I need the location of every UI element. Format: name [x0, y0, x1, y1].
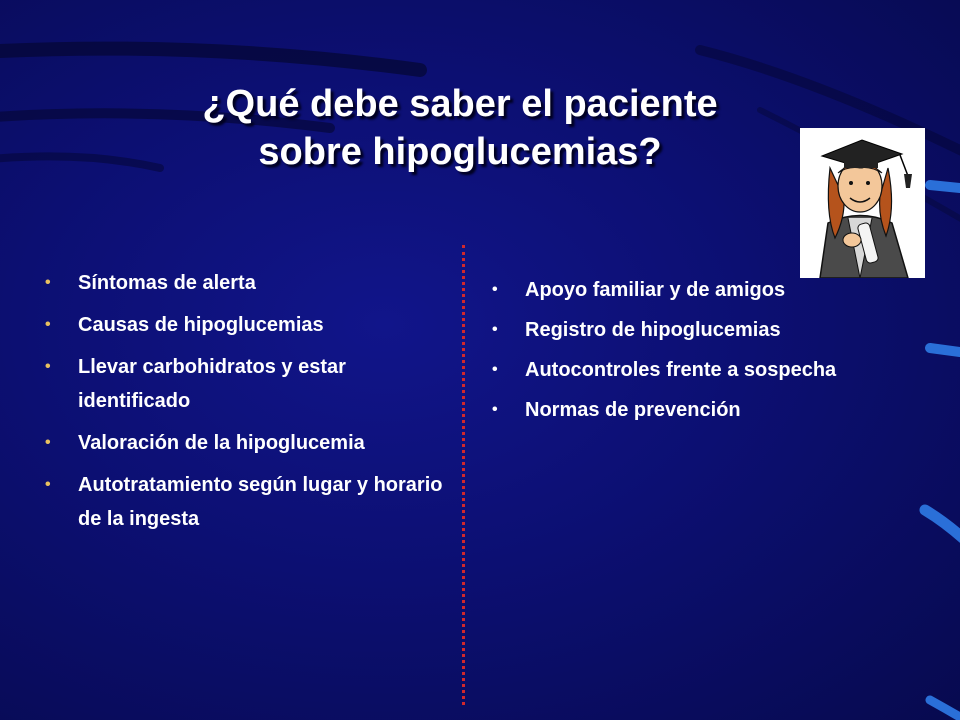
- bullet-icon: •: [492, 281, 498, 298]
- list-item-text: Causas de hipoglucemias: [78, 314, 324, 336]
- bullet-icon: •: [492, 401, 498, 418]
- list-item: [45, 350, 455, 418]
- bullet-icon: •: [45, 274, 51, 291]
- graduate-student-icon: [800, 128, 925, 278]
- list-item: [492, 313, 892, 347]
- list-item-text: Autocontroles frente a sospecha: [525, 359, 837, 381]
- list-item: [492, 273, 892, 307]
- right-bullet-list: [492, 273, 892, 433]
- title-line-1: ¿Qué debe saber el paciente: [202, 83, 718, 125]
- list-item: [45, 308, 455, 342]
- list-item: [492, 393, 892, 427]
- list-item-text: Normas de prevención: [525, 399, 741, 421]
- left-bullet-list: [45, 266, 455, 544]
- title-line-2: sobre hipoglucemias?: [258, 131, 662, 173]
- bullet-icon: •: [492, 361, 498, 378]
- slide-title: [100, 80, 820, 176]
- list-item-text: Síntomas de alerta: [78, 272, 256, 294]
- list-item-text: Registro de hipoglucemias: [525, 319, 781, 341]
- bullet-icon: •: [45, 358, 51, 375]
- list-item: [45, 468, 455, 536]
- list-item: [45, 266, 455, 300]
- list-item-text: Valoración de la hipoglucemia: [78, 432, 365, 454]
- bullet-icon: •: [45, 434, 51, 451]
- bullet-icon: •: [45, 316, 51, 333]
- bullet-icon: •: [45, 476, 51, 493]
- graduate-illustration: [800, 128, 925, 278]
- column-divider: [462, 245, 465, 705]
- bullet-icon: •: [492, 321, 498, 338]
- list-item: [492, 353, 892, 387]
- list-item-text: Autotratamiento según lugar y horario de la ingesta: [78, 474, 443, 530]
- list-item: [45, 426, 455, 460]
- list-item-text: Llevar carbohidratos y estar identificado: [78, 356, 346, 412]
- list-item-text: Apoyo familiar y de amigos: [525, 279, 786, 301]
